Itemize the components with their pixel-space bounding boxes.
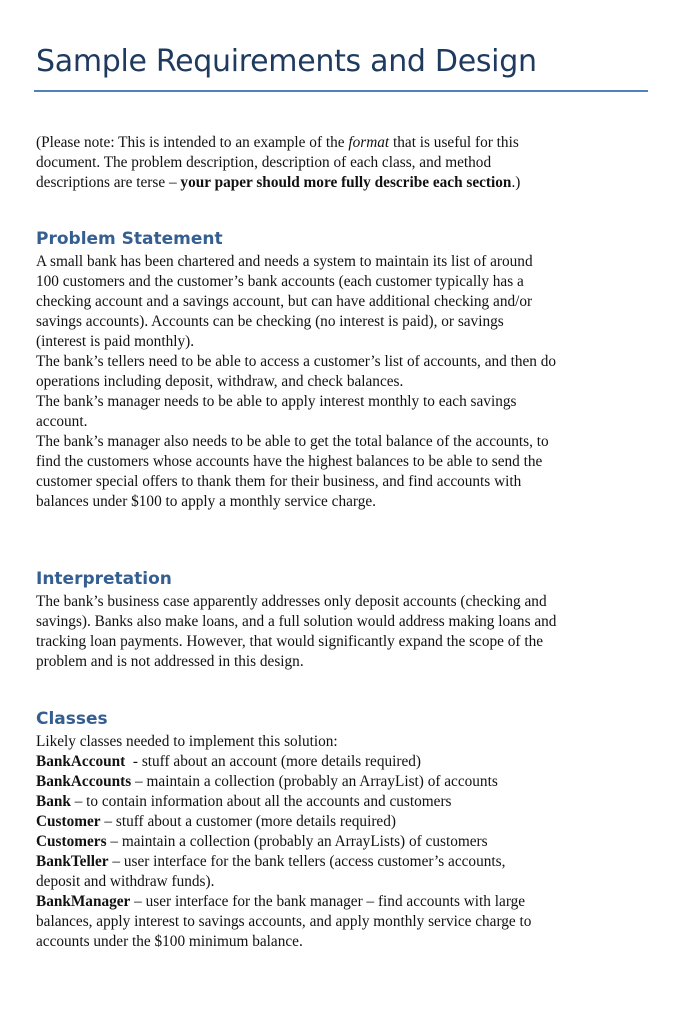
note-text: that is useful for this <box>389 134 519 151</box>
interpretation-section <box>36 569 650 672</box>
class-item-line <box>36 892 650 912</box>
note-text: descriptions are terse – <box>36 174 181 191</box>
problem-line: customer special offers to thank them for their business, and find accounts with <box>36 473 522 490</box>
problem-line: find the customers whose accounts have the highest balances to be able to send the <box>36 453 543 470</box>
problem-line: 100 customers and the customer’s bank accounts (each customer typically has a <box>36 273 524 290</box>
class-description: – stuff about a customer (more details required) <box>100 813 396 830</box>
class-name: Customers <box>36 833 107 850</box>
interpretation-line: savings). Banks also make loans, and a full solution would address making loans and <box>36 613 557 630</box>
problem-section <box>36 229 650 512</box>
class-description-continued: deposit and withdraw funds). <box>36 873 215 890</box>
class-item-line <box>36 772 650 792</box>
class-description: – maintain a collection (probably an ArrayList) of accounts <box>131 773 498 790</box>
problem-line: The bank’s manager also needs to be able to get the total balance of the accounts, to <box>36 433 549 450</box>
problem-line: operations including deposit, withdraw, and check balances. <box>36 373 404 390</box>
class-item-line <box>36 812 650 832</box>
interpretation-heading: Interpretation <box>36 569 172 589</box>
class-list <box>36 752 650 952</box>
note-text: (Please note: This is intended to an example of the <box>36 134 349 151</box>
note-line-2: document. The problem description, description of each class, and method <box>36 154 492 171</box>
classes-section <box>36 709 650 952</box>
class-item <box>36 772 650 792</box>
class-description-continued: balances, apply interest to savings accounts, and apply monthly service charge to <box>36 913 532 930</box>
class-item-line <box>36 792 650 812</box>
problem-line: balances under $100 to apply a monthly service charge. <box>36 493 376 510</box>
problem-line: savings accounts). Accounts can be checking (no interest is paid), or savings <box>36 313 504 330</box>
problem-line: A small bank has been chartered and needs a system to maintain its list of around <box>36 253 533 270</box>
note-italic-format: format <box>348 134 390 151</box>
problem-line: The bank’s tellers need to be able to access a customer’s list of accounts, and then do <box>36 353 557 370</box>
class-item <box>36 852 650 892</box>
class-name: BankAccount <box>36 753 126 770</box>
class-name: BankTeller <box>36 853 109 870</box>
class-description: – to contain information about all the accounts and customers <box>70 793 452 810</box>
class-description-continued: accounts under the $100 minimum balance. <box>36 933 303 950</box>
problem-line: (interest is paid monthly). <box>36 333 195 350</box>
class-item <box>36 812 650 832</box>
problem-heading: Problem Statement <box>36 229 223 249</box>
note-line-1 <box>36 133 650 153</box>
class-item-line <box>36 852 650 872</box>
interpretation-body <box>36 592 650 672</box>
class-item <box>36 752 650 772</box>
class-description: – maintain a collection (probably an ArrayLists) of customers <box>106 833 488 850</box>
title-underline <box>34 90 648 92</box>
note-text: .) <box>511 174 521 191</box>
classes-intro: Likely classes needed to implement this solution: <box>36 733 338 750</box>
class-item-line <box>36 832 650 852</box>
note-paragraph <box>36 133 650 193</box>
interpretation-line: tracking loan payments. However, that would significantly expand the scope of the <box>36 633 544 650</box>
note-line-3 <box>36 173 650 193</box>
class-description: – user interface for the bank tellers (access customer’s accounts, <box>108 853 506 870</box>
class-item-line <box>36 752 650 772</box>
problem-line: account. <box>36 413 88 430</box>
class-item <box>36 792 650 812</box>
class-description: – user interface for the bank manager – find accounts with large <box>130 893 526 910</box>
classes-body <box>36 732 650 952</box>
problem-line: The bank’s manager needs to be able to apply interest monthly to each savings <box>36 393 517 410</box>
class-name: Customer <box>36 813 101 830</box>
class-name: BankManager <box>36 893 131 910</box>
class-item <box>36 892 650 952</box>
classes-heading: Classes <box>36 709 108 729</box>
class-name: Bank <box>36 793 71 810</box>
interpretation-line: The bank’s business case apparently addresses only deposit accounts (checking and <box>36 593 547 610</box>
interpretation-line: problem and is not addressed in this design. <box>36 653 304 670</box>
page-title: Sample Requirements and Design <box>36 44 537 79</box>
class-description: - stuff about an account (more details required) <box>125 753 422 770</box>
class-name: BankAccounts <box>36 773 132 790</box>
class-item <box>36 832 650 852</box>
note-bold-emphasis: your paper should more fully describe each section <box>180 174 512 191</box>
problem-line: checking account and a savings account, but can have additional checking and/or <box>36 293 533 310</box>
problem-body <box>36 252 650 512</box>
